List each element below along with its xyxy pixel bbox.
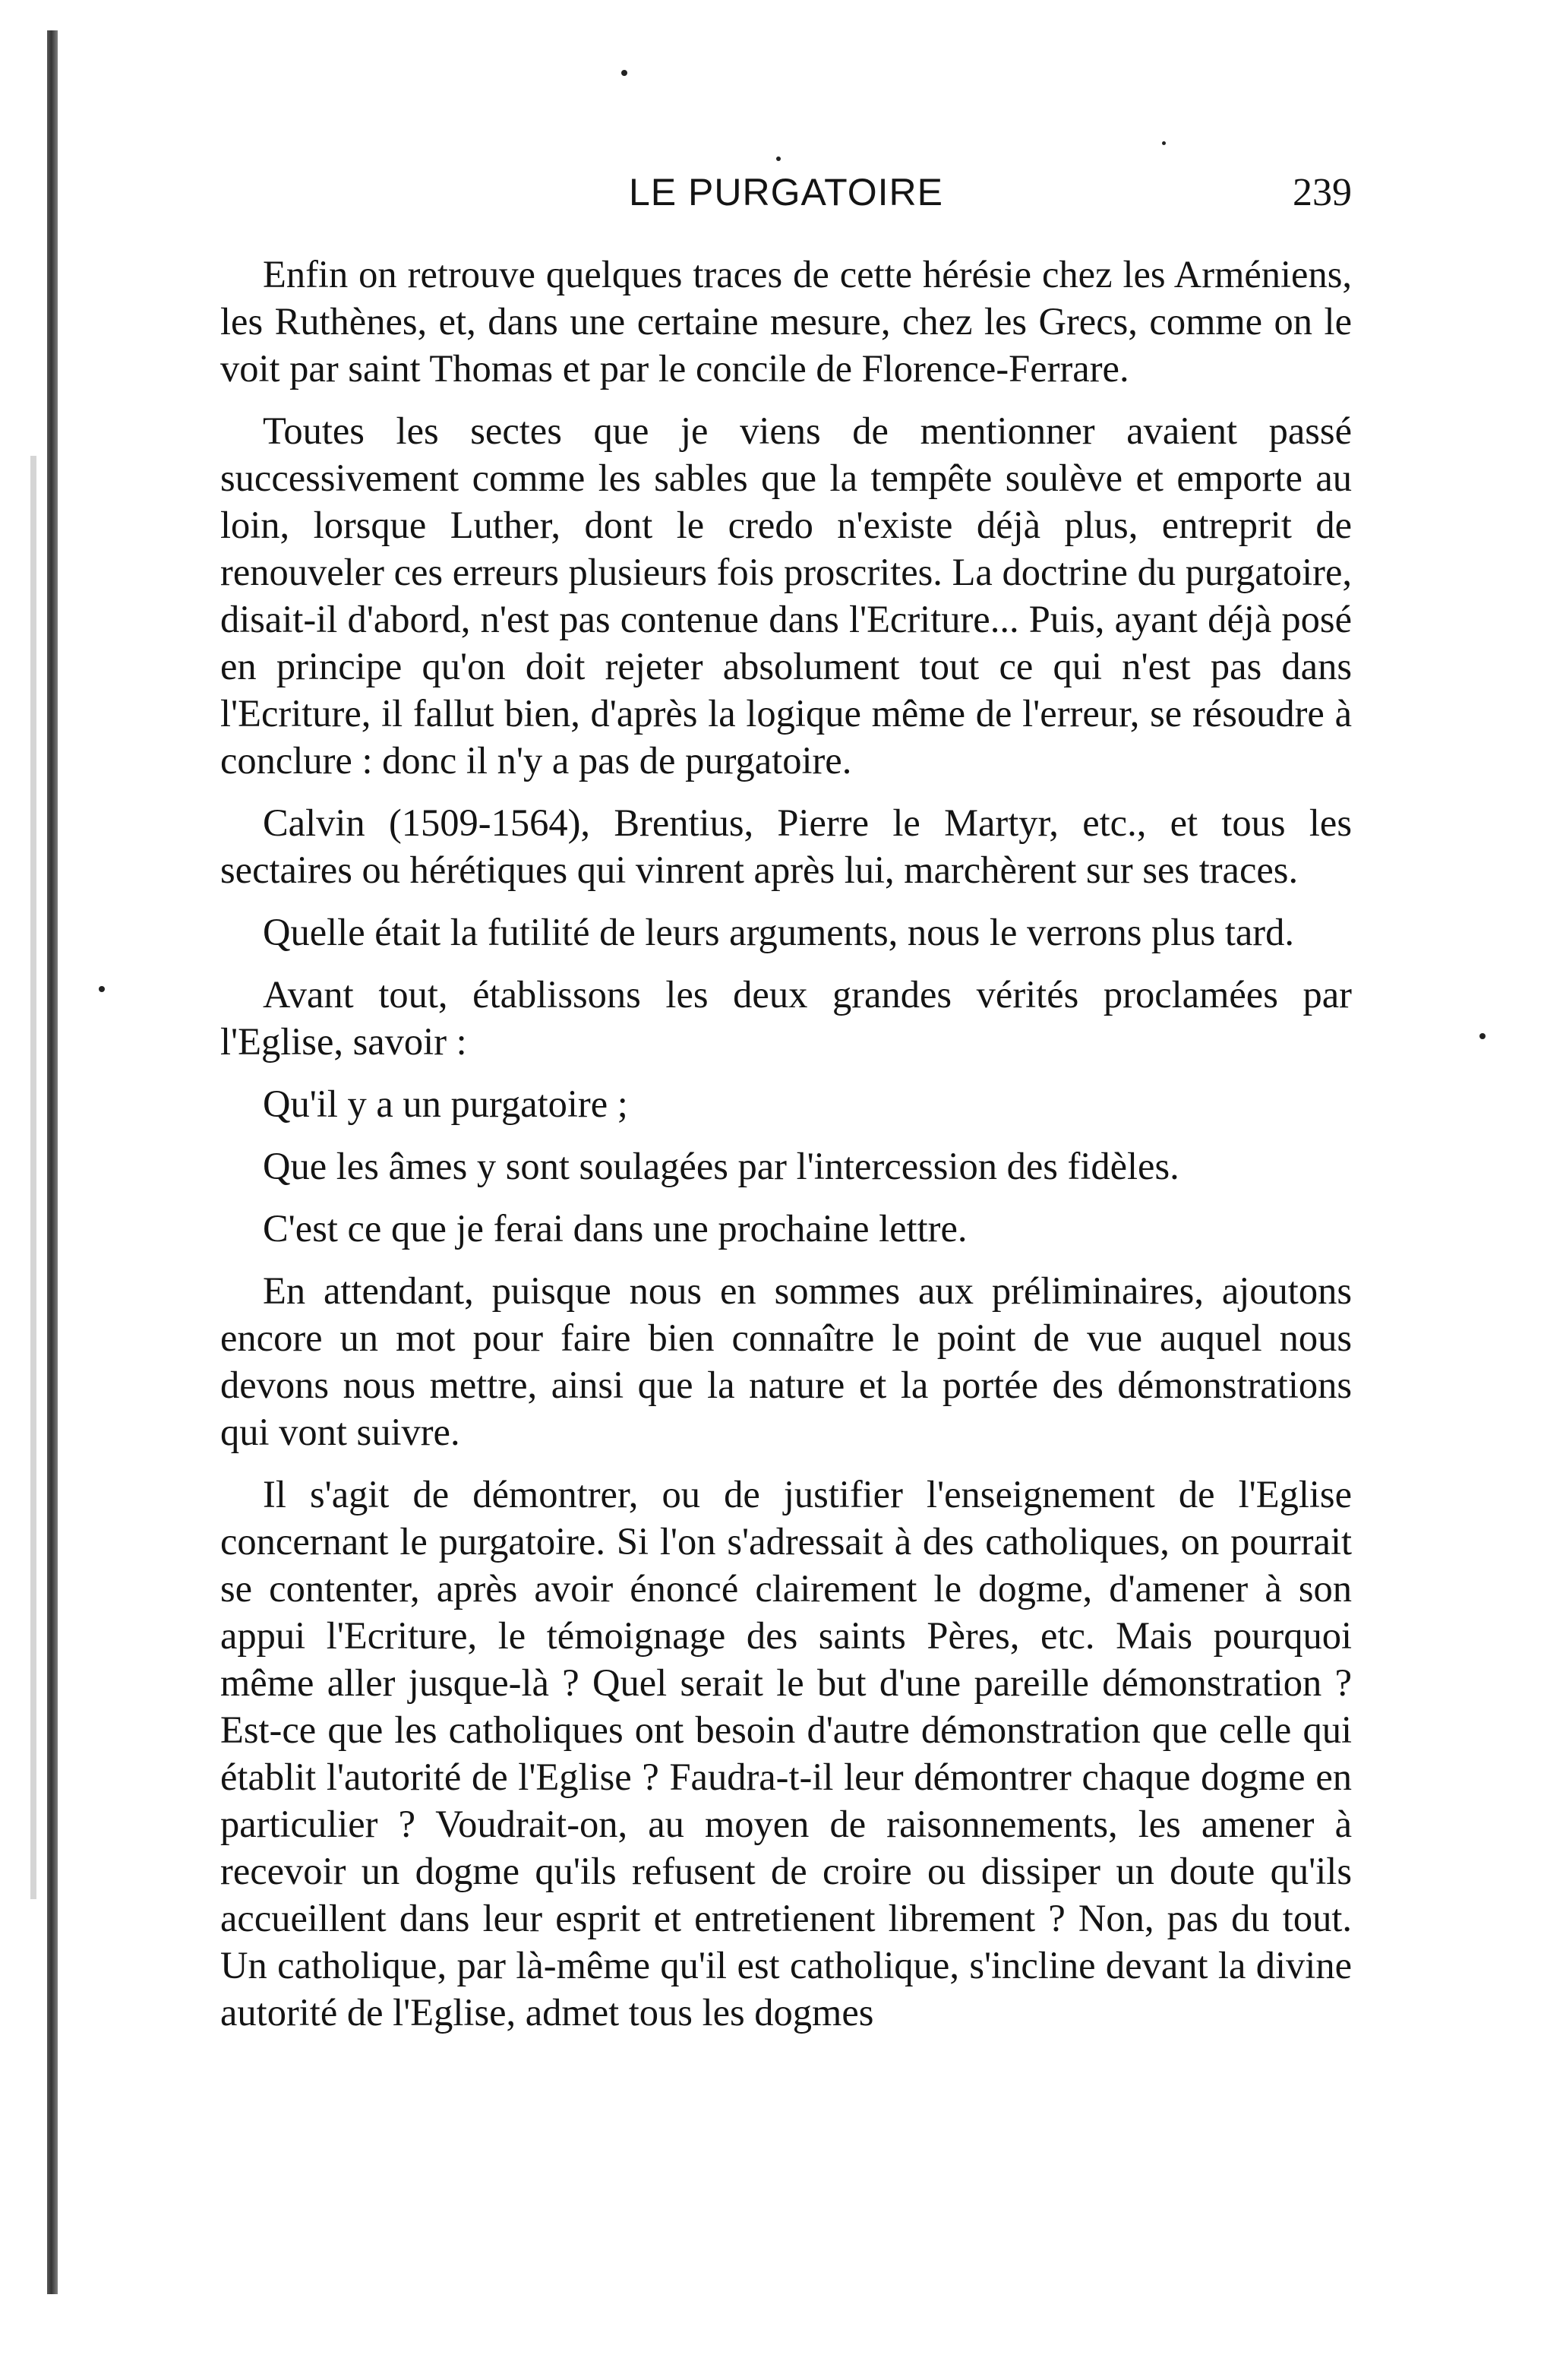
scan-speck (1162, 141, 1166, 145)
scan-speck (1479, 1033, 1486, 1039)
scan-speck (99, 986, 105, 992)
paragraph: Quelle était la futilité de leurs arguments, nous le verrons plus tard. (263, 911, 1295, 953)
page-header (220, 170, 1352, 223)
paragraph: Il s'agit de démontrer, ou de justifier l'enseignement de l'Eglise concernant le purgatoire. Si l'on s'adressait à des catholiques, on pourrait se contenter, après avoir énoncé clairement le dogme, d'amener à son appui l'Ecriture, le témoignage des saints Pères, etc. Mais pourquoi même aller jusque-là ? Quel serait le but d'une pareille démonstration ? Est-ce que les catholiques ont besoin d'autre démonstration que celle qui établit l'autorité de l'Eglise ? Faudra-t-il leur démontrer chaque dogme en particulier ? Voudrait-on, au moyen de raisonnements, les amener à recevoir un dogme qu'ils refusent de croire ou dissiper un doute qu'ils accueillent dans leur esprit et entretienent librement ? Non, pas du tout. Un catholique, par là-même qu'il est catholique, s'incline devant la divine autorité de l'Eglise, admet tous les dogmes (220, 1473, 1352, 2034)
page-binding-shadow (30, 456, 36, 1899)
paragraph: Avant tout, établissons les deux grandes vérités proclamées par l'Eglise, savoir : (220, 973, 1352, 1063)
scan-speck (776, 156, 781, 161)
paragraph: En attendant, puisque nous en sommes aux préliminaires, ajoutons encore un mot pour faire bien connaître le point de vue auquel nous devons nous mettre, ainsi que la nature et la portée des démonstrations qui vont suivre. (220, 1269, 1352, 1453)
paragraph: Que les âmes y sont soulagées par l'intercession des fidèles. (263, 1145, 1179, 1187)
paragraph: Calvin (1509-1564), Brentius, Pierre le Martyr, etc., et tous les sectaires ou hérétiques qui vinrent après lui, marchèrent sur ses traces. (220, 801, 1352, 891)
paragraph: Toutes les sectes que je viens de mentionner avaient passé successivement comme les sables que la tempête soulève et emporte au loin, lorsque Luther, dont le credo n'existe déjà plus, entreprit de renouveler ces erreurs plusieurs fois proscrites. La doctrine du purgatoire, disait-il d'abord, n'est pas contenue dans l'Ecriture... Puis, ayant déjà posé en principe qu'on doit rejeter absolument tout ce qui n'est pas dans l'Ecriture, il fallut bien, d'après la logique même de l'erreur, se résoudre à conclure : donc il n'y a pas de purgatoire. (220, 409, 1352, 782)
scan-speck (621, 70, 627, 76)
running-title: LE PURGATOIRE (628, 171, 944, 213)
paragraph: C'est ce que je ferai dans une prochaine lettre. (263, 1207, 968, 1250)
body-text (220, 251, 1352, 2051)
page-binding-edge (47, 30, 58, 2294)
paragraph: Enfin on retrouve quelques traces de cette hérésie chez les Arméniens, les Ruthènes, et, dans une certaine mesure, chez les Grecs, comme on le voit par saint Thomas et par le concile de Florence-Ferrare. (220, 253, 1352, 390)
page-number: 239 (1293, 171, 1352, 214)
paragraph: Qu'il y a un purgatoire ; (263, 1083, 628, 1125)
